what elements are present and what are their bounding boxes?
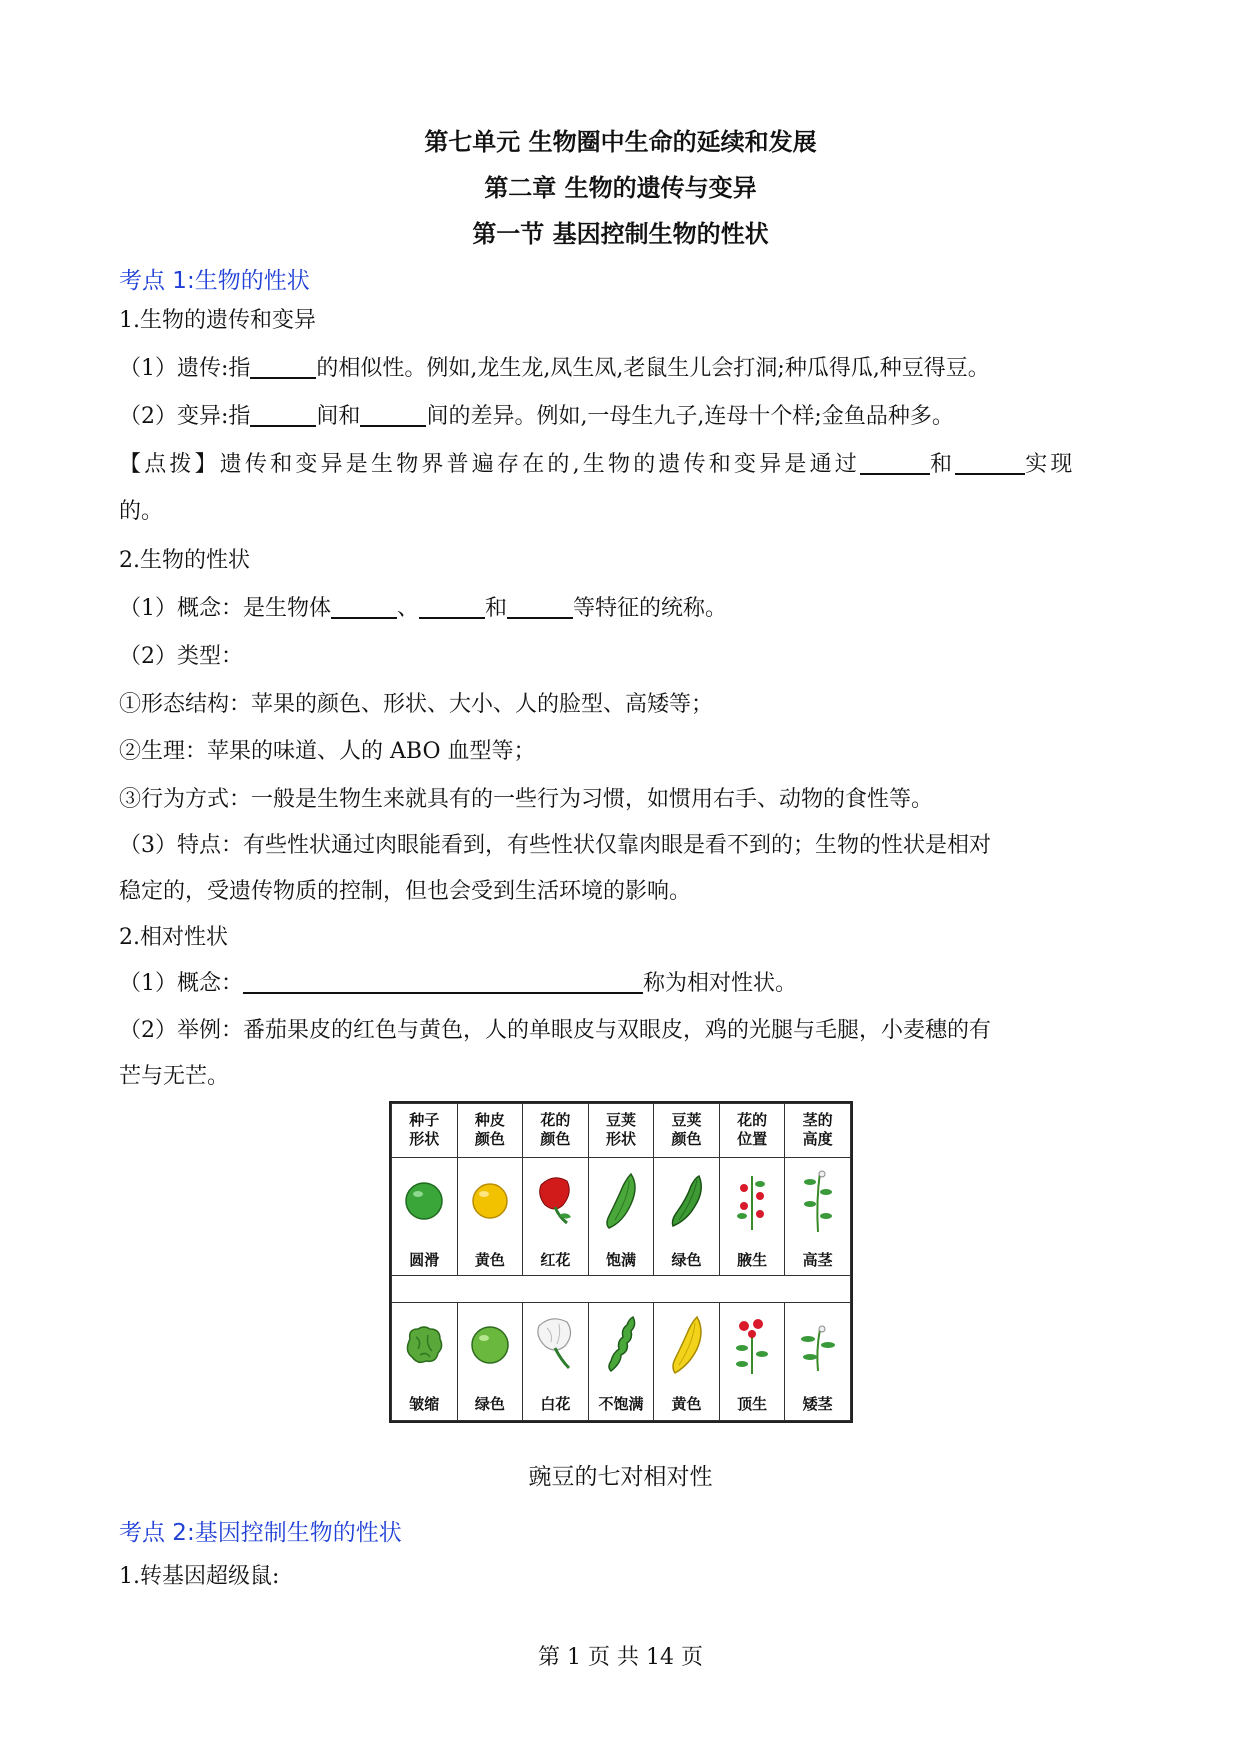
trait-label: 黄色 [457,1243,523,1276]
tip-line-2: 的。 [119,499,164,524]
trait-label: 矮茎 [785,1388,851,1421]
header-cell: 豆荚 形状 [588,1104,654,1158]
p2-title: 2.生物的性状 [119,548,250,573]
kaodian-1-heading: 考点 1:生物的性状 [119,268,310,294]
tall-stem-image [785,1157,851,1243]
blank-2[interactable] [250,403,316,427]
p3-2-line-a: （2）举例：番茄果皮的红色与黄色，人的单眼皮与双眼皮，鸡的光腿与毛腿，小麦穗的有 [119,1018,992,1043]
blank-5[interactable] [955,451,1025,475]
p3-1-line: （1）概念： 称为相对性状。 [119,971,798,996]
trait-label: 皱缩 [392,1388,458,1421]
p2-1-line: （1）概念：是生物体 、 和 等特征的统称。 [119,596,728,621]
chapter-title: 第二章 生物的遗传与变异 [484,174,757,202]
p2-2-line: （2）类型： [119,644,243,669]
trait-label: 高茎 [785,1243,851,1276]
trait-label: 腋生 [719,1243,785,1276]
green-seed-image [457,1302,523,1388]
red-flower-image [523,1157,589,1243]
round-seed-image [392,1157,458,1243]
p3-title: 2.相对性状 [119,925,228,950]
trait-label: 饱满 [588,1243,654,1276]
p1-title: 1.生物的遗传和变异 [119,308,316,333]
trait-label: 黄色 [654,1388,720,1421]
blank-9[interactable] [243,970,643,994]
header-cell: 花的 颜色 [523,1104,589,1158]
p3-2-line-b: 芒与无芒。 [119,1064,230,1089]
axial-flower-image [719,1157,785,1243]
tip-line-1: 【点拨】遗传和变异是生物界普遍存在的,生物的遗传和变异是通过 和 实现 [119,452,1076,477]
blank-6[interactable] [331,595,397,619]
wrinkled-seed-image [392,1302,458,1388]
short-stem-image [785,1302,851,1388]
header-cell: 种子 形状 [392,1104,458,1158]
p1-2-line: （2）变异:指 间和 间的差异。例如,一母生九子,连母十个样;金鱼品种多。 [119,404,954,429]
header-cell: 豆荚 颜色 [654,1104,720,1158]
header-cell: 花的 位置 [719,1104,785,1158]
table-spacer [392,1276,851,1302]
unit-title: 第七单元 生物圈中生命的延续和发展 [424,128,817,156]
kaodian-2-heading: 考点 2:基因控制生物的性状 [119,1520,402,1546]
blank-4[interactable] [860,451,930,475]
pea-traits-table [389,1101,853,1423]
p2-3-line-a: （3）特点：有些性状通过肉眼能看到，有些性状仅靠肉眼是看不到的；生物的性状是相对 [119,833,992,858]
yellow-pod-image [654,1302,720,1388]
trait-label: 白花 [523,1388,589,1421]
terminal-flower-image [719,1302,785,1388]
p2-3-line-b: 稳定的，受遗传物质的控制，但也会受到生活环境的影响。 [119,879,692,904]
green-pod-image [654,1157,720,1243]
blank-7[interactable] [419,595,485,619]
table-caption: 豌豆的七对相对性 [528,1464,713,1490]
blank-1[interactable] [250,355,316,379]
section-title: 第一节 基因控制生物的性状 [472,220,769,248]
p1-1-line: （1）遗传:指 的相似性。例如,龙生龙,凤生凤,老鼠生儿会打洞;种瓜得瓜,种豆得豆。 [119,356,990,381]
white-flower-image [523,1302,589,1388]
full-pod-image [588,1157,654,1243]
trait-label: 绿色 [654,1243,720,1276]
constricted-pod-image [588,1302,654,1388]
blank-8[interactable] [507,595,573,619]
trait-label: 顶生 [719,1388,785,1421]
header-cell: 茎的 高度 [785,1104,851,1158]
trait-label: 红花 [523,1243,589,1276]
yellow-seed-image [457,1157,523,1243]
header-cell: 种皮 颜色 [457,1104,523,1158]
blank-3[interactable] [360,403,426,427]
k2-p1-title: 1.转基因超级鼠: [119,1564,280,1589]
trait-label: 圆滑 [392,1243,458,1276]
page-footer: 第 1 页 共 14 页 [538,1645,703,1670]
trait-label: 绿色 [457,1388,523,1421]
trait-label: 不饱满 [588,1388,654,1421]
p2-2-3-line: ③行为方式：一般是生物生来就具有的一些行为习惯，如惯用右手、动物的食性等。 [119,787,934,812]
p2-2-1-line: ①形态结构：苹果的颜色、形状、大小、人的脸型、高矮等； [119,692,714,717]
p2-2-2-line: ②生理：苹果的味道、人的 ABO 血型等； [119,739,536,764]
